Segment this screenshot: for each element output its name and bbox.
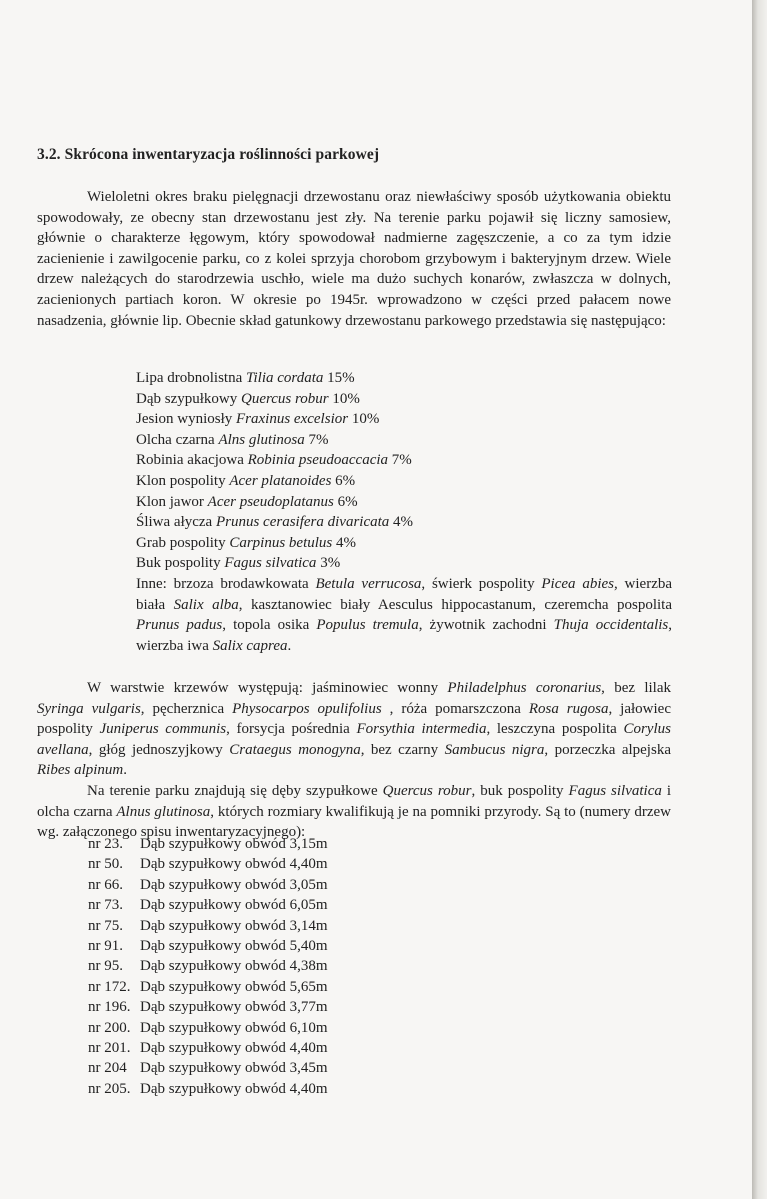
species-latin-name: Acer pseudoplatanus — [207, 493, 334, 510]
species-percent: 6% — [337, 493, 358, 510]
latin-name: Thuja occidentalis — [553, 617, 669, 634]
species-percent: 10% — [351, 411, 380, 428]
latin-name: Salix alba — [173, 596, 239, 613]
latin-name: Corylus avellana — [37, 721, 671, 758]
species-row — [136, 512, 672, 533]
species-latin-name: Tilia cordata — [245, 370, 324, 386]
tree-number: nr 196. — [88, 999, 131, 1016]
text-run: . — [123, 762, 127, 779]
species-common-name: Grab pospolity — [136, 534, 226, 551]
species-percent: 3% — [320, 555, 341, 572]
latin-name: Alnus glutinosa — [116, 803, 211, 820]
species-row — [136, 471, 672, 492]
species-row — [136, 492, 672, 513]
monument-trees-list — [88, 834, 328, 1099]
tree-row — [88, 875, 328, 895]
species-list — [136, 368, 672, 656]
latin-name: Salix caprea — [212, 637, 288, 654]
species-rows — [136, 368, 672, 574]
text-run: , buk pospolity — [471, 783, 569, 799]
species-latin-name: Quercus robur — [241, 390, 329, 407]
text-run: , leszczyna pospolita — [486, 721, 624, 738]
latin-name: Betula verrucosa — [315, 575, 422, 592]
tree-number: nr 205. — [88, 1080, 131, 1097]
tree-number: nr 23. — [88, 836, 123, 852]
text-run: Inne: brzoza brodawkowata — [136, 575, 316, 592]
species-percent: 10% — [332, 390, 360, 407]
latin-name: Rosa rugosa — [528, 700, 609, 717]
text-run: , żywotnik zachodni — [418, 617, 554, 634]
tree-description: Dąb szypułkowy obwód 4,40m — [140, 856, 328, 873]
species-row — [136, 533, 672, 554]
tree-row — [88, 854, 328, 874]
species-common-name: Robinia akacjowa — [136, 452, 244, 469]
intro-text: Wieloletni okres braku pielęgnacji drzewostanu oraz niewłaściwy sposób użytkowania obiektu spowodowały, ze obecny stan drzewostanu jest zły. Na terenie parku pojawił się liczny samosiew, głównie o charakterze łęgowym, który spowodował nadmierne zagęszczenie, a co za tym idzie zacienienie i zawilgocenie parku, co z kolei sprzyja chorobom grzybowym i bakteryjnym drzew. Wiele drzew należących do starodrzewia uschło, wiele ma dużo suchych konarów, zwłaszcza w dolnych, zacienionych partiach koron. W okresie po 1945r. wprowadzono w części przed pałacem nowe nasadzenia, głównie lip. Obecnie skład gatunkowy drzewostanu parkowego przedstawia się następująco: — [37, 189, 671, 329]
tree-number: nr 200. — [88, 1019, 131, 1036]
text-run: . — [287, 637, 292, 654]
tree-description: Dąb szypułkowy obwód 6,05m — [140, 897, 328, 914]
tree-number: nr 201. — [88, 1040, 131, 1057]
species-row — [136, 368, 672, 389]
species-row — [136, 430, 672, 451]
tree-description: Dąb szypułkowy obwód 3,14m — [140, 917, 328, 934]
text-run: , topola osika — [222, 617, 317, 634]
section-heading: 3.2. Skrócona inwentaryzacja roślinności parkowej — [37, 146, 380, 163]
species-common-name: Buk pospolity — [136, 555, 221, 572]
text-run: i olcha czarna — [37, 783, 672, 820]
tree-row — [88, 895, 328, 915]
species-percent: 4% — [336, 534, 357, 551]
text-run: , bez lilak — [601, 680, 671, 696]
text-run: , wierzba biała — [136, 575, 673, 613]
latin-name: Quercus robur — [382, 783, 472, 799]
text-run: , pęcherznica — [140, 700, 233, 717]
other-species-text — [136, 574, 672, 656]
intro-paragraph — [37, 187, 671, 331]
tree-row — [88, 1038, 328, 1058]
tree-description: Dąb szypułkowy obwód 3,77m — [140, 999, 328, 1016]
latin-name: Philadelphus coronarius — [447, 680, 602, 696]
species-latin-name: Fagus silvatica — [224, 555, 317, 572]
species-latin-name: Acer platanoides — [229, 472, 332, 489]
species-latin-name: Carpinus betulus — [229, 534, 333, 551]
species-common-name: Olcha czarna — [136, 431, 215, 448]
tree-number: nr 75. — [88, 917, 123, 934]
tree-row — [88, 1018, 328, 1038]
species-common-name: Klon pospolity — [136, 472, 226, 489]
text-run: , bez czarny — [360, 741, 445, 758]
tree-number: nr 204 — [88, 1060, 127, 1077]
tree-row — [88, 834, 328, 854]
tree-number: nr 95. — [88, 958, 123, 975]
latin-name: Picea abies — [541, 575, 614, 592]
species-common-name: Dąb szypułkowy — [136, 390, 238, 407]
tree-description: Dąb szypułkowy obwód 5,40m — [140, 938, 328, 955]
tree-number: nr 91. — [88, 938, 123, 955]
shrubs-text — [37, 678, 671, 781]
tree-description: Dąb szypułkowy obwód 3,15m — [140, 836, 328, 852]
text-run: , wierzba iwa — [136, 617, 672, 654]
tree-description: Dąb szypułkowy obwód 6,10m — [140, 1019, 328, 1036]
text-run: , róża pomarszczona — [381, 700, 529, 717]
latin-name: Populus tremula — [316, 617, 419, 634]
text-run: W warstwie krzewów występują: jaśminowiec wonny — [87, 680, 448, 696]
species-common-name: Śliwa ałycza — [136, 514, 213, 531]
tree-row — [88, 936, 328, 956]
species-row — [136, 450, 672, 471]
text-run: , głóg jednoszyjkowy — [88, 741, 230, 758]
latin-name: Crataegus monogyna — [229, 741, 361, 758]
text-run: , jałowiec pospolity — [37, 700, 671, 738]
species-latin-name: Robinia pseudoaccacia — [247, 452, 389, 469]
latin-name: Sambucus nigra — [444, 741, 545, 758]
species-latin-name: Alns glutinosa — [218, 431, 305, 448]
species-percent: 4% — [393, 514, 414, 531]
species-row — [136, 389, 672, 410]
latin-name: Ribes alpinum — [37, 762, 124, 779]
tree-row — [88, 956, 328, 976]
species-percent: 7% — [308, 431, 329, 448]
text-run: , porzeczka alpejska — [544, 741, 671, 758]
species-row — [136, 553, 672, 574]
latin-name: Prunus padus — [136, 617, 223, 634]
tree-row — [88, 1058, 328, 1078]
species-common-name: Klon jawor — [136, 493, 204, 510]
species-percent: 15% — [327, 370, 355, 386]
tree-row — [88, 1079, 328, 1099]
species-row — [136, 409, 672, 430]
species-common-name: Jesion wyniosły — [136, 411, 233, 428]
tree-number: nr 50. — [88, 856, 123, 873]
species-common-name: Lipa drobnolistna — [136, 370, 243, 386]
latin-name: Juniperus communis — [99, 721, 227, 738]
tree-description: Dąb szypułkowy obwód 3,05m — [140, 876, 328, 893]
tree-row — [88, 997, 328, 1017]
text-run: , kasztanowiec biały Aesculus hippocastanum, czeremcha pospolita — [238, 596, 672, 613]
text-run: , forsycja pośrednia — [226, 721, 357, 738]
tree-description: Dąb szypułkowy obwód 4,40m — [140, 1040, 328, 1057]
tree-number: nr 172. — [88, 978, 131, 995]
page-edge — [752, 0, 767, 1199]
shrubs-paragraph — [37, 678, 671, 781]
species-percent: 6% — [335, 472, 356, 489]
species-latin-name: Fraxinus excelsior — [236, 411, 349, 428]
text-run: , których rozmiary kwalifikują je na pomniki przyrody. Są to (numery drzew wg. załączonego spisu inwentaryzacyjnego): — [37, 803, 671, 841]
tree-description: Dąb szypułkowy obwód 3,45m — [140, 1060, 328, 1077]
tree-number: nr 73. — [88, 897, 123, 914]
tree-description: Dąb szypułkowy obwód 4,38m — [140, 958, 328, 975]
species-percent: 7% — [391, 452, 412, 469]
latin-name: Physocarpos opulifolius — [232, 700, 382, 717]
latin-name: Syringa vulgaris — [37, 700, 141, 717]
species-latin-name: Prunus cerasifera divaricata — [215, 514, 390, 531]
text-run: Na terenie parku znajdują się dęby szypułkowe — [87, 783, 383, 799]
tree-row — [88, 977, 328, 997]
latin-name: Forsythia intermedia — [356, 721, 487, 738]
tree-description: Dąb szypułkowy obwód 5,65m — [140, 978, 328, 995]
tree-description: Dąb szypułkowy obwód 4,40m — [140, 1080, 328, 1097]
tree-number: nr 66. — [88, 876, 123, 893]
tree-row — [88, 916, 328, 936]
latin-name: Fagus silvatica — [568, 783, 662, 799]
text-run: , świerk pospolity — [421, 575, 542, 592]
